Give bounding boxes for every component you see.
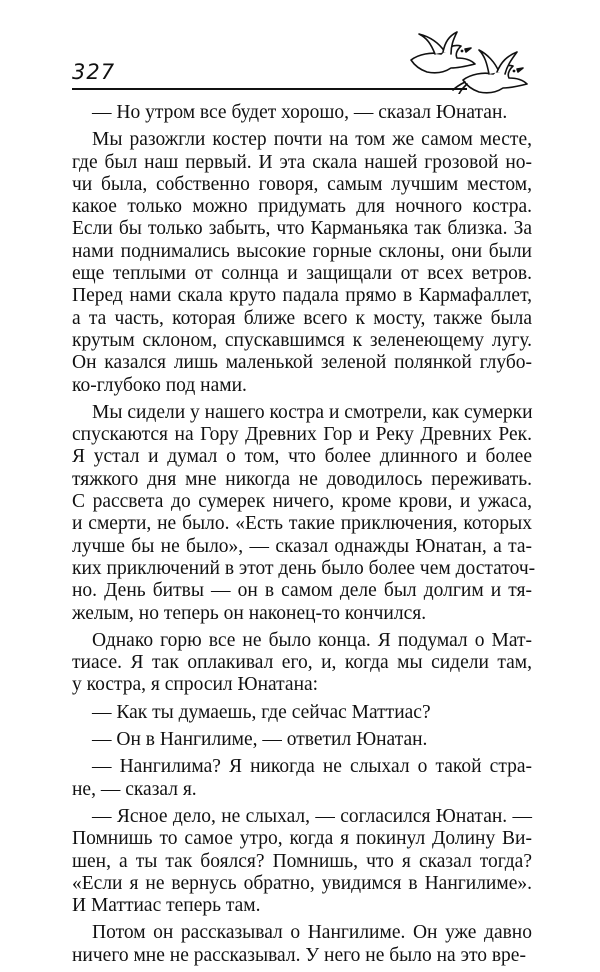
text-line: ко-глубоко под нами. [72, 374, 247, 396]
paragraph [72, 401, 536, 625]
paragraph [72, 756, 532, 801]
text-line: «Если я не вернусь обратно, увидимся в Нангилиме». [72, 872, 532, 894]
paragraph [72, 129, 532, 397]
text-line: Однако горю все не было конца. Я подумал о Мат- [92, 629, 532, 651]
text-line: и смерти, не было. «Есть такие приключения, которых [72, 513, 532, 535]
paragraph [72, 630, 532, 697]
text-line: Помнишь то самое утро, когда я покинул Долину Ви- [72, 828, 532, 850]
paragraph [72, 729, 532, 751]
text-line: Потом он рассказывал о Нангилиме. Он уже давно [92, 922, 532, 944]
text-line: какое только можно придумать для ночного костра. [72, 196, 532, 218]
text-line: С рассвета до сумерек ничего, кроме крови, и ужаса, [72, 491, 532, 513]
text-line: — Но утром все будет хорошо, — сказал Юнатан. [92, 102, 508, 123]
text-line: ких приключений в этот день было более чем достаточ- [72, 557, 536, 579]
paragraph [72, 102, 532, 124]
text-line: Мы разожгли костер почти на том же самом месте, [92, 129, 532, 151]
text-line: шен, а ты так боялся? Помнишь, что я сказал тогда? [72, 850, 532, 872]
page-number: 327 [72, 60, 116, 84]
paragraph [72, 806, 532, 917]
paragraph [72, 702, 532, 724]
text-line: чи была, собственно говоря, самым лучшим местом, [72, 173, 532, 195]
running-header [72, 30, 532, 86]
text-line: ничего мне не рассказывал. У него не было на это вре- [72, 944, 526, 966]
text-line: Перед нами скала круто падала прямо в Кармафаллет, [72, 285, 532, 307]
text-line: Мы сидели у нашего костра и смотрели, как сумерки [92, 401, 533, 423]
text-line: Я устал и думал о том, что более длинного и более [72, 446, 532, 468]
text-line: крутым склоном, спускавшимся к зеленеющему лугу. [72, 329, 532, 351]
text-line: где был наш первый. И эта скала нашей грозовой но- [72, 151, 532, 173]
text-line: Он казался лишь маленькой зеленой полянкой глубо- [72, 352, 532, 374]
text-line: тяжкого дня мне никогда не доводилось переживать. [72, 468, 532, 490]
text-line: — Он в Нангилиме, — ответил Юнатан. [92, 729, 428, 751]
text-line: у костра, я спросил Юнатана: [72, 674, 319, 696]
text-line: — Нангилима? Я никогда не слыхал о такой стра- [92, 756, 532, 778]
text-line: Если бы только забыть, что Карманьяка так близка. За [72, 218, 532, 240]
text-line: но. День битвы — он в самом деле был долгим и тя- [72, 580, 532, 602]
text-line: не, — сказал я. [72, 778, 197, 800]
text-line: еще теплыми от солнца и защищали от всех ветров. [72, 263, 532, 285]
text-line: желым, но теперь он наконец-то кончился. [72, 602, 427, 624]
text-line: спускаются на Гору Древних Гор и Реку Древних Рек. [72, 424, 532, 446]
text-line: а та часть, которая ближе всего к мосту, также была [72, 307, 532, 329]
text-line: тиасе. Я так оплакивал его, и, когда мы сидели там, [72, 652, 532, 674]
text-line: — Ясное дело, не слыхал, — согласился Юнатан. — [92, 805, 532, 827]
text-line: И Маттиас теперь там. [72, 895, 261, 917]
text-line: нами поднимались высокие горные склоны, они были [72, 240, 532, 262]
paragraph [72, 922, 532, 967]
body-text [72, 102, 536, 972]
text-line: лучше бы не было», — сказал однажды Юнатан, а та- [72, 535, 532, 557]
text-line: — Как ты думаешь, где сейчас Маттиас? [92, 701, 431, 723]
two-doves-ornament-icon [405, 30, 532, 94]
